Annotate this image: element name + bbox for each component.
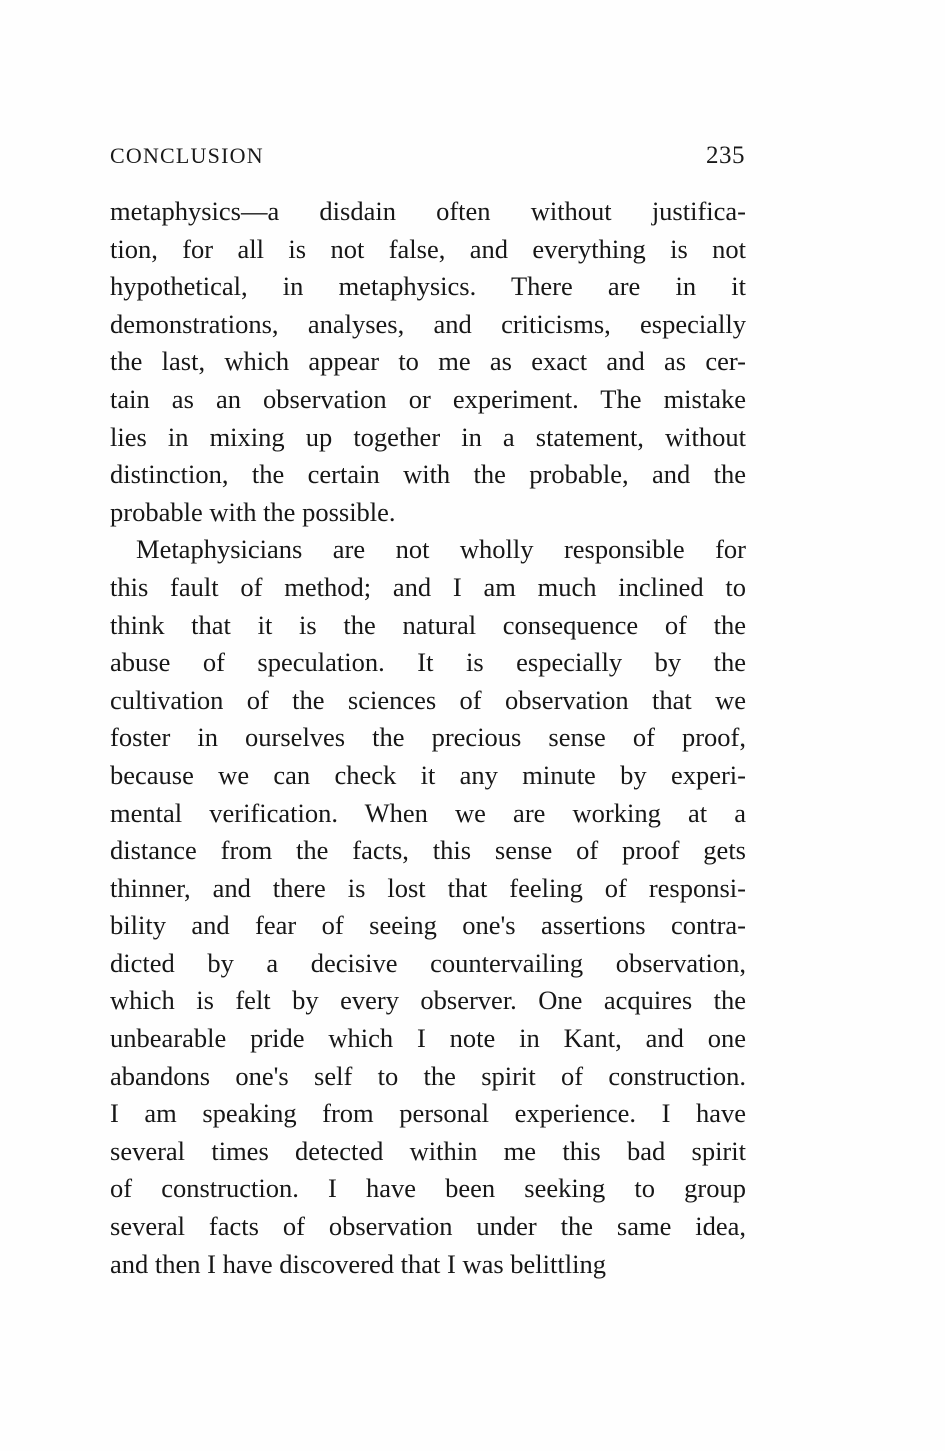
- text-line: and then I have discovered that I was belittling: [110, 1248, 606, 1279]
- text-line: metaphysics—a disdain often without justifica-: [110, 196, 746, 226]
- text-line: think that it is the natural consequence of the: [110, 609, 746, 640]
- text-line: the last, which appear to me as exact and as cer-: [110, 346, 746, 377]
- text-line: lies in mixing up together in a statement, without: [110, 421, 746, 452]
- text-line: mental verification. When we are working at a: [110, 797, 746, 828]
- text-line: because we can check it any minute by experi-: [110, 759, 746, 790]
- text-line: several times detected within me this bad spirit: [110, 1135, 746, 1166]
- text-line: thinner, and there is lost that feeling of responsi-: [110, 872, 746, 903]
- text-line: distance from the facts, this sense of proof gets: [110, 835, 746, 866]
- text-line: I am speaking from personal experience. I have: [110, 1098, 746, 1129]
- text-line: several facts of observation under the same idea,: [110, 1211, 746, 1242]
- text-line: foster in ourselves the precious sense of proof,: [110, 722, 746, 753]
- text-line: this fault of method; and I am much inclined to: [110, 571, 746, 602]
- text-line: tion, for all is not false, and everything is not: [110, 233, 746, 264]
- text-line: unbearable pride which I note in Kant, and one: [110, 1023, 746, 1054]
- text-line: Metaphysicians are not wholly responsible for: [136, 534, 746, 565]
- text-line: bility and fear of seeing one's assertions contra-: [110, 910, 746, 941]
- text-line: dicted by a decisive countervailing observation,: [110, 947, 746, 978]
- paragraph-1: [110, 193, 746, 531]
- text-line: distinction, the certain with the probable, and the: [110, 459, 746, 490]
- text-line: of construction. I have been seeking to group: [110, 1173, 746, 1204]
- text-line: abandons one's self to the spirit of construction.: [110, 1060, 746, 1091]
- page-number: 235: [706, 142, 745, 169]
- running-head: [110, 142, 745, 170]
- text-line: probable with the possible.: [110, 496, 396, 527]
- body-text: [110, 193, 746, 1283]
- text-line: demonstrations, analyses, and criticisms, especially: [110, 308, 746, 339]
- text-line: cultivation of the sciences of observation that we: [110, 684, 746, 715]
- text-line: abuse of speculation. It is especially by the: [110, 647, 746, 678]
- paragraph-2: [110, 531, 746, 1283]
- text-line: which is felt by every observer. One acquires the: [110, 985, 746, 1016]
- running-head-title: CONCLUSION: [110, 143, 264, 168]
- text-line: hypothetical, in metaphysics. There are in it: [110, 271, 746, 302]
- text-line: tain as an observation or experiment. The mistake: [110, 383, 746, 414]
